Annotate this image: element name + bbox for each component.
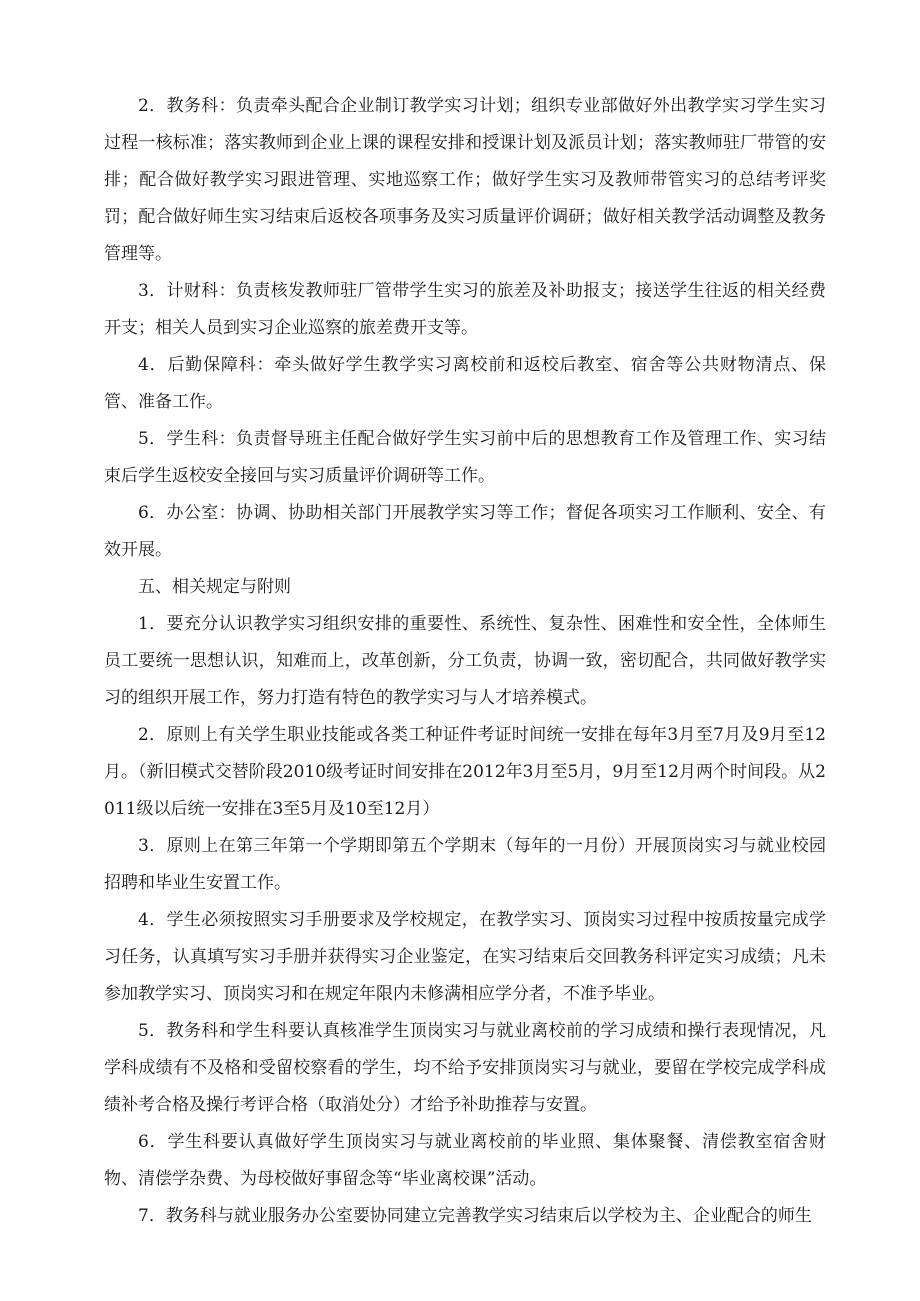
- paragraph-finance: 3．计财科：负责核发教师驻厂管带学生实习的旅差及补助报支；接送学生往返的相关经费开支；相关人员到实习企业巡察的旅差费开支等。: [104, 281, 826, 338]
- paragraph-logistics: 4．后勤保障科：牵头做好学生教学实习离校前和返校后教室、宿舍等公共财物清点、保管、准备工作。: [104, 355, 826, 412]
- paragraph-student-affairs: 5．学生科：负责督导班主任配合做好学生实习前中后的思想教育工作及管理工作、实习结束后学生返校安全接回与实习质量评价调研等工作。: [104, 429, 826, 486]
- paragraph-rule-3: 3．原则上在第三年第一个学期即第五个学期末（每年的一月份）开展顶岗实习与就业校园招聘和毕业生安置工作。: [104, 836, 826, 893]
- paragraph-rule-1: 1．要充分认识教学实习组织安排的重要性、系统性、复杂性、困难性和安全性，全体师生员工要统一思想认识，知难而上，改革创新，分工负责，协调一致，密切配合，共同做好教学实习的组织开展工作，努力打造有特色的教学实习与人才培养模式。: [104, 614, 826, 708]
- paragraph-rule-7: 7．教务科与就业服务办公室要协同建立完善教学实习结束后以学校为主、企业配合的师生: [138, 1206, 812, 1226]
- paragraph-academic-affairs: 2．教务科：负责牵头配合企业制订教学实习计划；组织专业部做好外出教学实习学生实习过程一核标准；落实教师到企业上课的课程安排和授课计划及派员计划；落实教师驻厂带管的安排；配合做好教学实习跟进管理、实地巡察工作；做好学生实习及教师带管实习的总结考评奖罚；配合做好师生实习结束后返校各项事务及实习质量评价调研；做好相关教学活动调整及教务管理等。: [104, 96, 826, 264]
- section-heading-regulations: 五、相关规定与附则: [138, 577, 291, 597]
- document-page: [104, 88, 826, 1235]
- paragraph-rule-4: 4．学生必须按照实习手册要求及学校规定，在教学实习、顶岗实习过程中按质按量完成学习任务，认真填写实习手册并获得实习企业鉴定，在实习结束后交回教务科评定实习成绩；凡未参加教学实习、顶岗实习和在规定年限内未修满相应学分者，不准予毕业。: [104, 910, 826, 1004]
- paragraph-rule-2: 2．原则上有关学生职业技能或各类工种证件考证时间统一安排在每年3月至7月及9月至12月。（新旧模式交替阶段2010级考证时间安排在2012年3月至5月，9月至12月两个时间段。从2011级以后统一安排在3至5月及10至12月）: [104, 725, 826, 819]
- paragraph-office: 6．办公室：协调、协助相关部门开展教学实习等工作；督促各项实习工作顺利、安全、有效开展。: [104, 503, 826, 560]
- paragraph-rule-6: 6．学生科要认真做好学生顶岗实习与就业离校前的毕业照、集体聚餐、清偿教室宿舍财物、清偿学杂费、为母校做好事留念等“毕业离校课”活动。: [104, 1132, 826, 1189]
- paragraph-rule-5: 5．教务科和学生科要认真核准学生顶岗实习与就业离校前的学习成绩和操行表现情况，凡学科成绩有不及格和受留校察看的学生，均不给予安排顶岗实习与就业，要留在学校完成学科成绩补考合格及操行考评合格（取消处分）才给予补助推荐与安置。: [104, 1021, 826, 1115]
